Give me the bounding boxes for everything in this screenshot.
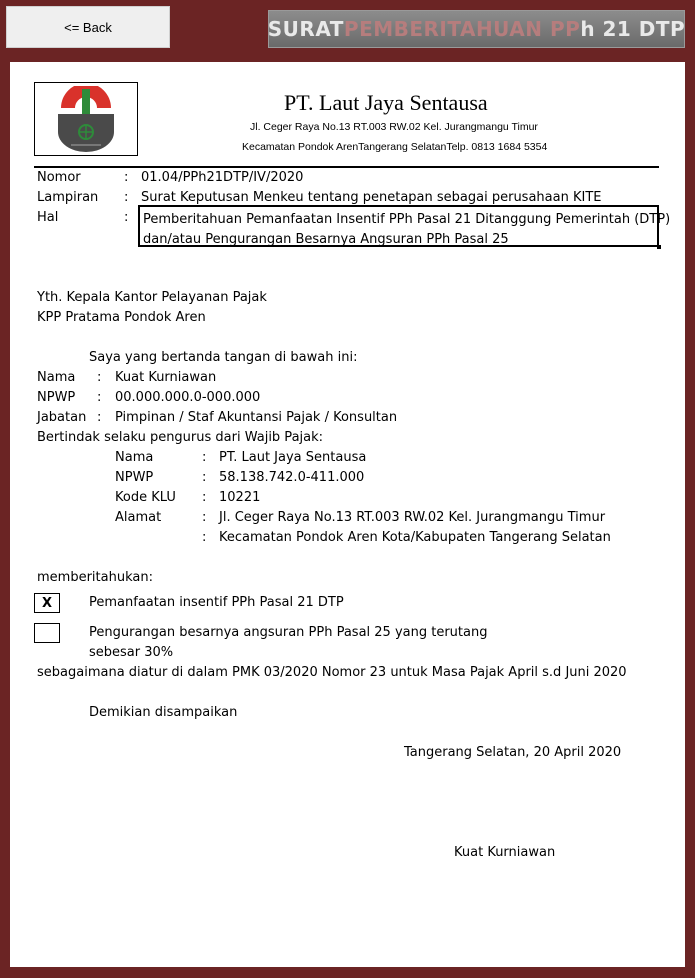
taxpayer-alamat-colon2: : — [202, 530, 207, 545]
taxpayer-alamat-line2: Kecamatan Pondok Aren Kota/Kabupaten Tangerang Selatan — [219, 530, 611, 545]
lampiran-value: Surat Keputusan Menkeu tentang penetapan sebagai perusahaan KITE — [141, 190, 602, 205]
page-title-part3: h 21 DTP — [580, 17, 686, 41]
place-date: Tangerang Selatan, 20 April 2020 — [404, 745, 622, 760]
hal-value — [143, 210, 670, 250]
back-button[interactable]: <= Back — [6, 6, 170, 48]
page-title-part2: PEMBERITAHUAN PP — [343, 17, 581, 41]
taxpayer-alamat-label: Alamat — [115, 510, 162, 525]
signer-nama-label: Nama — [37, 370, 76, 385]
taxpayer-nama-label: Nama — [115, 450, 154, 465]
hal-line2: dan/atau Pengurangan Besarnya Angsuran PPh Pasal 25 — [143, 232, 509, 247]
taxpayer-npwp-value: 58.138.742.0-411.000 — [219, 470, 365, 485]
option2-label-line2: sebesar 30% — [89, 645, 174, 660]
signer-jabatan-label: Jabatan — [37, 410, 87, 425]
hal-colon: : — [124, 210, 129, 225]
signer-jabatan-colon: : — [97, 410, 102, 425]
signer-intro: Saya yang bertanda tangan di bawah ini: — [89, 350, 358, 365]
closing-text: Demikian disampaikan — [89, 705, 238, 720]
signer-nama-colon: : — [97, 370, 102, 385]
signature-name: Kuat Kurniawan — [454, 845, 556, 860]
hal-selected-cell[interactable] — [138, 205, 671, 247]
hal-label: Hal — [37, 210, 59, 225]
nomor-colon: : — [124, 170, 129, 185]
taxpayer-klu-value: 10221 — [219, 490, 261, 505]
signer-npwp-colon: : — [97, 390, 102, 405]
notify-intro: memberitahukan: — [37, 570, 153, 585]
legal-basis: sebagaimana diatur di dalam PMK 03/2020 Nomor 23 untuk Masa Pajak April s.d Juni 2020 — [37, 665, 627, 680]
taxpayer-klu-label: Kode KLU — [115, 490, 176, 505]
taxpayer-intro: Bertindak selaku pengurus dari Wajib Pajak: — [37, 430, 324, 445]
signer-jabatan-value: Pimpinan / Staf Akuntansi Pajak / Konsultan — [115, 410, 398, 425]
taxpayer-alamat-colon: : — [202, 510, 207, 525]
recipient-line2: KPP Pratama Pondok Aren — [37, 310, 206, 325]
taxpayer-alamat-line1: Jl. Ceger Raya No.13 RT.003 RW.02 Kel. Jurangmangu Timur — [219, 510, 606, 525]
option1-label: Pemanfaatan insentif PPh Pasal 21 DTP — [89, 595, 344, 610]
lampiran-label: Lampiran — [37, 190, 99, 205]
signer-npwp-value: 00.000.000.0-000.000 — [115, 390, 261, 405]
hal-line1: Pemberitahuan Pemanfaatan Insentif PPh Pasal 21 Ditanggung Pemerintah (DTP) — [143, 212, 671, 227]
company-name: PT. Laut Jaya Sentausa — [284, 90, 488, 115]
page-title-part1: SURAT — [267, 17, 344, 41]
taxpayer-nama-colon: : — [202, 450, 207, 465]
nomor-label: Nomor — [37, 170, 81, 185]
company-address-line2: Kecamatan Pondok ArenTangerang SelatanTelp. 0813 1684 5354 — [242, 141, 548, 153]
taxpayer-npwp-colon: : — [202, 470, 207, 485]
signer-npwp-label: NPWP — [37, 390, 76, 405]
nomor-value: 01.04/PPh21DTP/IV/2020 — [141, 170, 304, 185]
page-title — [268, 10, 685, 48]
taxpayer-nama-value: PT. Laut Jaya Sentausa — [219, 450, 367, 465]
logo-emblem-icon — [53, 86, 119, 152]
option2-label-line1: Pengurangan besarnya angsuran PPh Pasal 25 yang terutang — [89, 625, 488, 640]
lampiran-colon: : — [124, 190, 129, 205]
company-logo — [34, 82, 138, 156]
option2-checkbox[interactable] — [34, 623, 60, 643]
option1-checkbox[interactable]: X — [34, 593, 60, 613]
header-divider — [34, 166, 659, 168]
taxpayer-npwp-label: NPWP — [115, 470, 154, 485]
letter-sheet — [10, 62, 685, 967]
recipient-line1: Yth. Kepala Kantor Pelayanan Pajak — [37, 290, 267, 305]
signer-nama-value: Kuat Kurniawan — [115, 370, 217, 385]
taxpayer-klu-colon: : — [202, 490, 207, 505]
company-address-line1: Jl. Ceger Raya No.13 RT.003 RW.02 Kel. Jurangmangu Timur — [250, 121, 538, 133]
